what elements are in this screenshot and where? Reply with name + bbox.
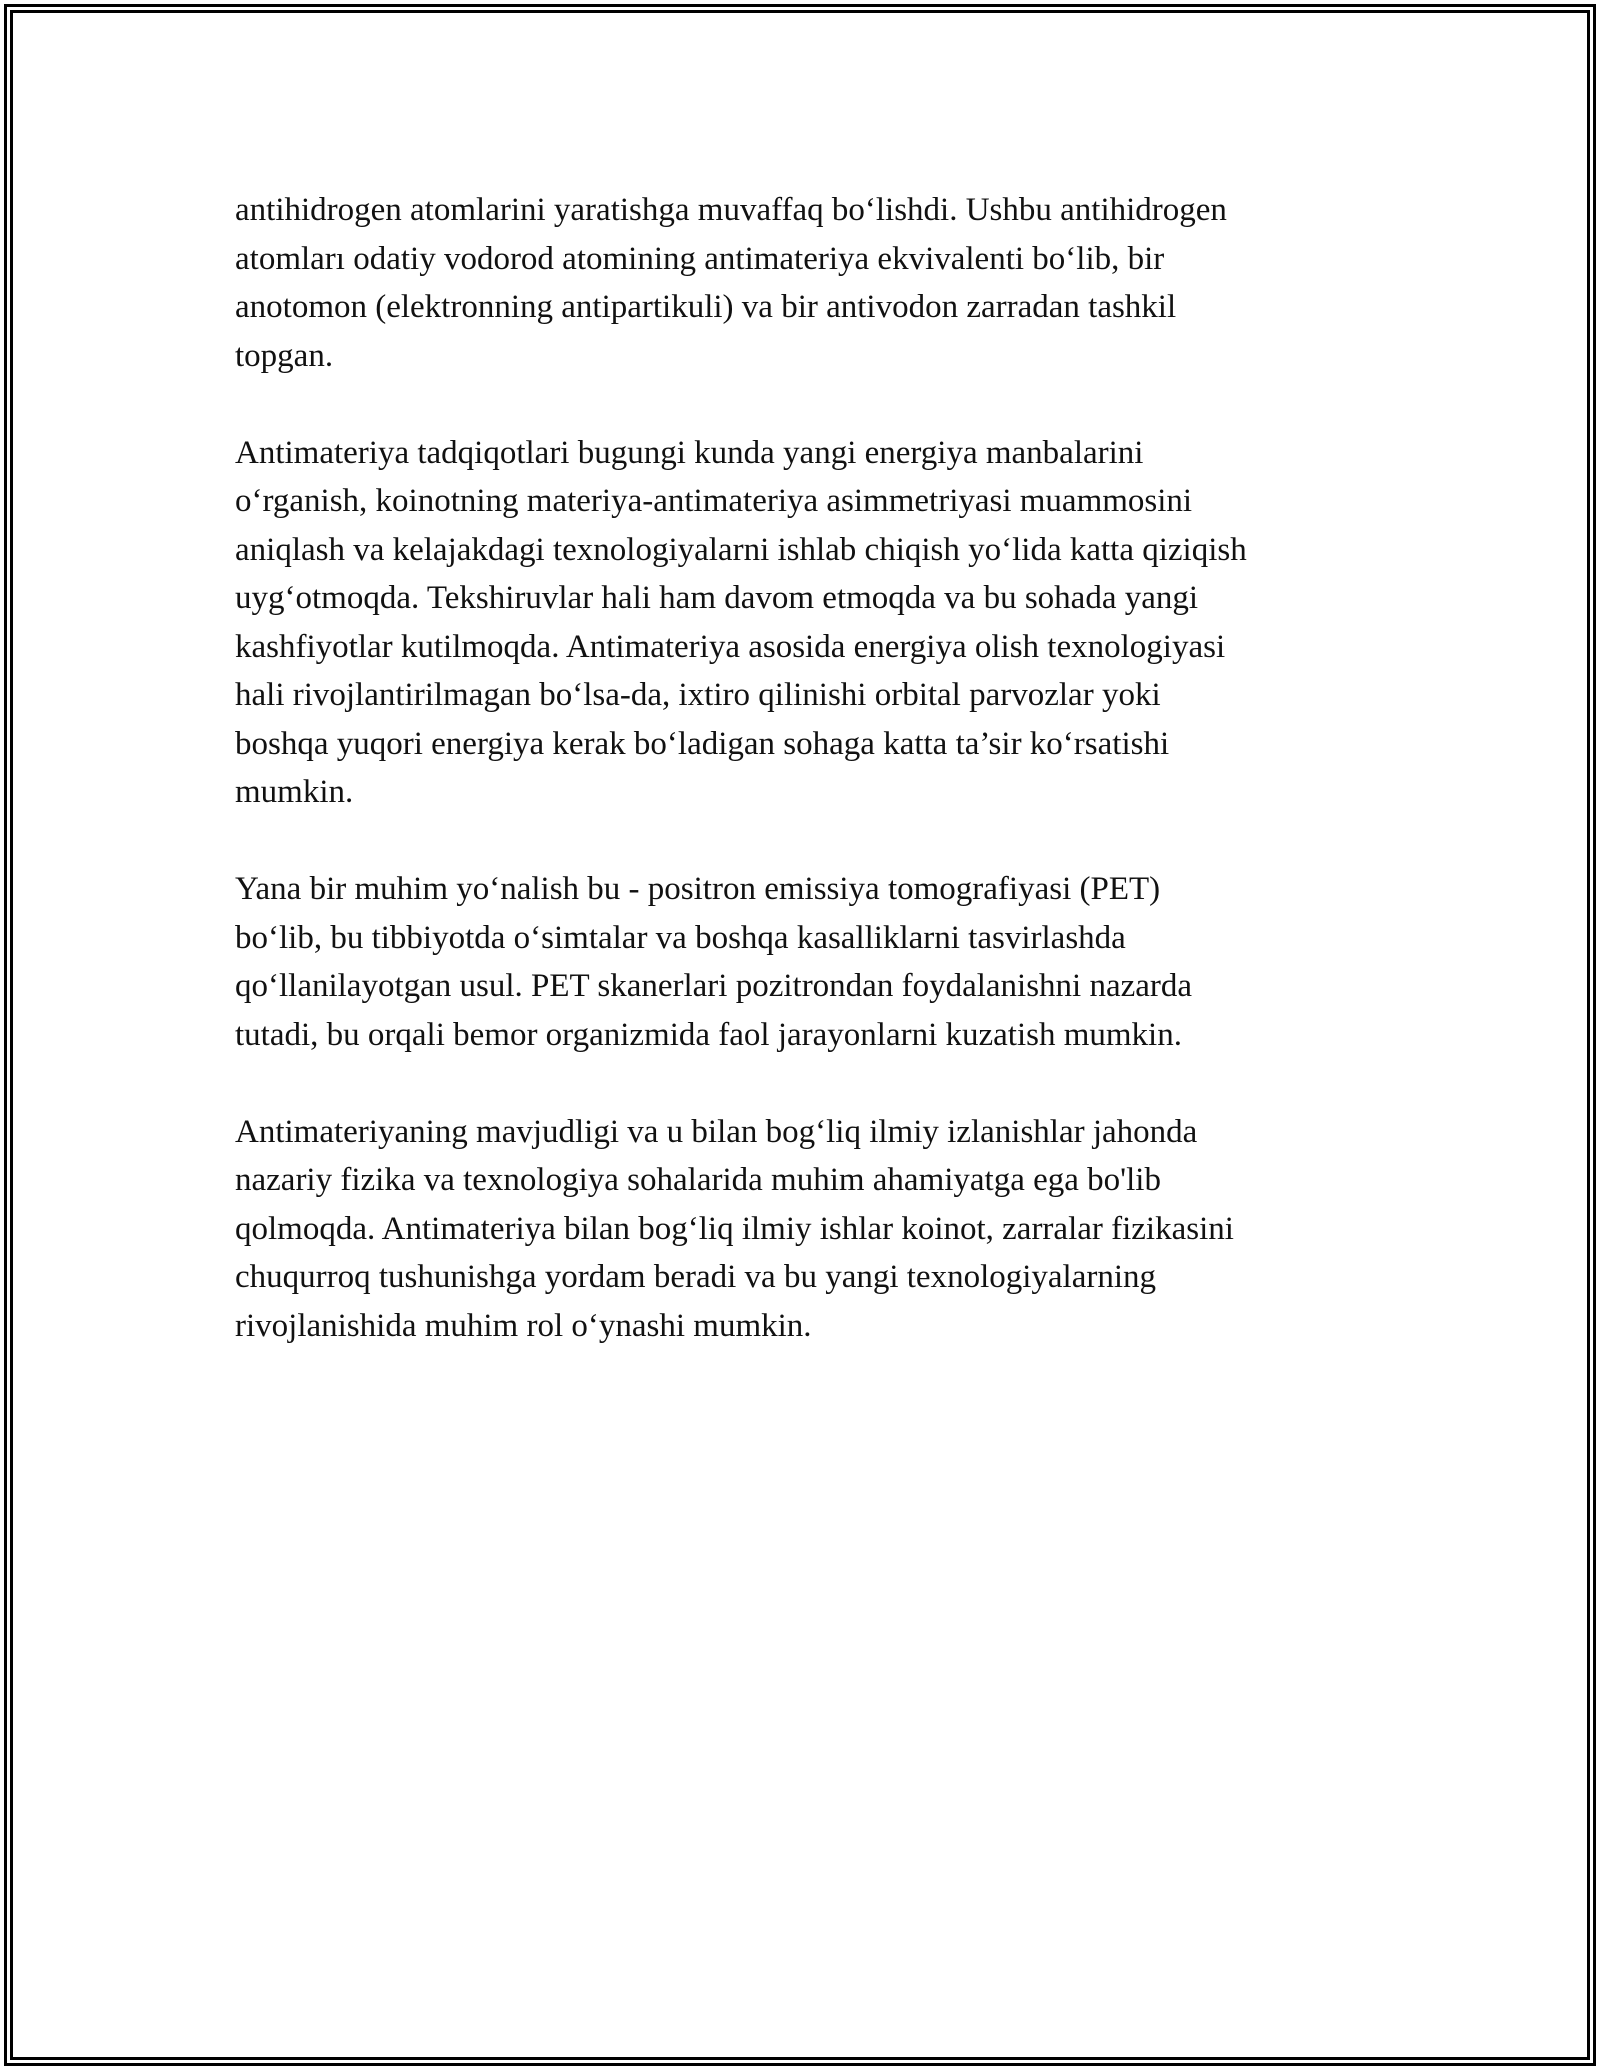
paragraph-2: Antimateriya tadqiqotlari bugungi kunda yangi energiya manbalarini o‘rganish, koinotning materiya-antimateriya asimmetriyasi muammosini aniqlash va kelajakdagi texnologiyalarni ishlab chiqish yo‘lida katta qiziqish uyg‘otmoqda. Tekshiruvlar hali ham davom etmoqda va bu sohada yangi kashfiyotlar kutilmoqda. Antimateriya asosida energiya olish texnologiyasi hali rivojlantirilmagan bo‘lsa-da, ixtiro qilinishi orbital parvozlar yoki boshqa yuqori energiya kerak bo‘ladigan sohaga katta ta’sir ko‘rsatishi mumkin.: [235, 434, 1247, 810]
paragraph-1: antihidrogen atomlarini yaratishga muvaffaq bo‘lishdi. Ushbu antihidrogen atomları odatiy vodorod atomining antimateriya ekvivalenti bo‘lib, bir anotomon (elektronning antipartikuli) va bir antivodon zarradan tashkil topgan.: [235, 192, 1227, 374]
document-body: [235, 186, 1370, 1399]
paragraph-3: Yana bir muhim yo‘nalish bu - positron emissiya tomografiyasi (PET) bo‘lib, bu tibbiyotda o‘simtalar va boshqa kasalliklarni tasvirlashda qo‘llanilayotgan usul. PET skanerlari pozitrondan foydalanishni nazarda tutadi, bu orqali bemor organizmida faol jarayonlarni kuzatish mumkin.: [235, 871, 1193, 1053]
paragraph-4: Antimateriyaning mavjudligi va u bilan bog‘liq ilmiy izlanishlar jahonda nazariy fizika va texnologiya sohalarida muhim ahamiyatga ega bo'lib qolmoqda. Antimateriya bilan bog‘liq ilmiy ishlar koinot, zarralar fizikasini chuqurroq tushunishga yordam beradi va bu yangi texnologiyalarning rivojlanishida muhim rol o‘ynashi mumkin.: [235, 1113, 1234, 1344]
